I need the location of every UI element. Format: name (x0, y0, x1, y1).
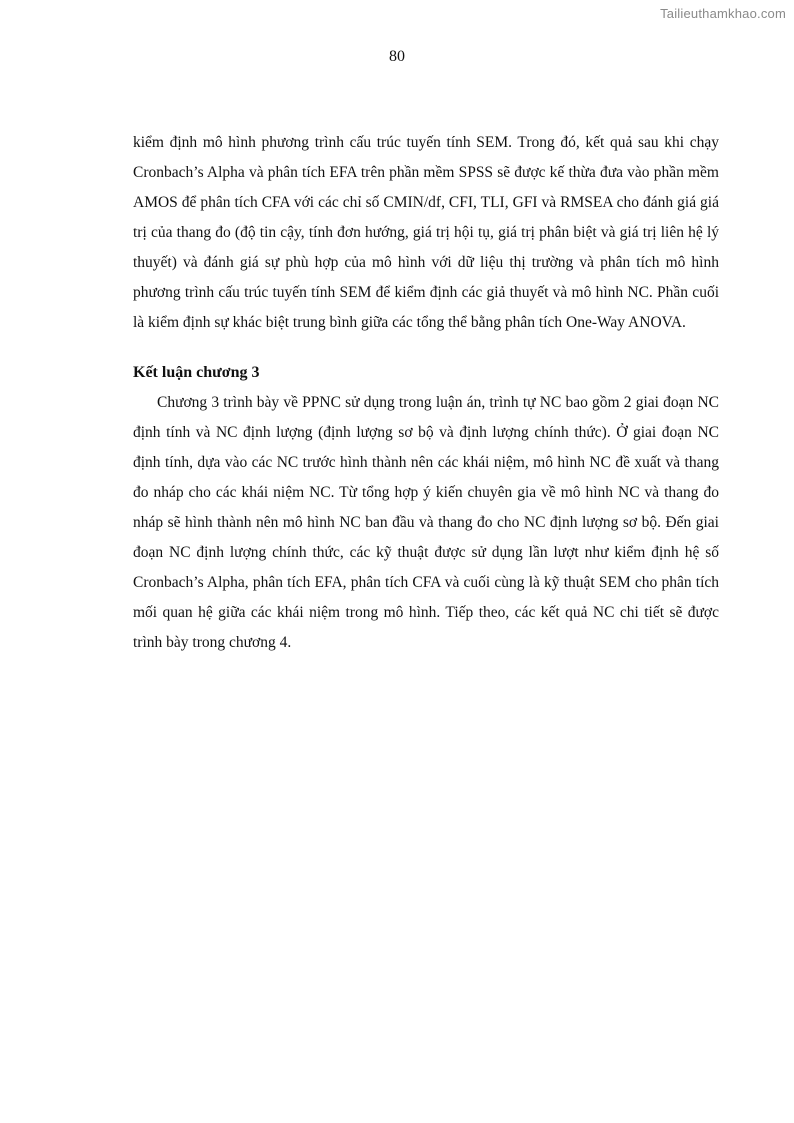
document-body (133, 128, 719, 658)
watermark-text: Tailieuthamkhao.com (660, 6, 786, 21)
page-number: 80 (389, 48, 405, 65)
body-paragraph-continuation: kiểm định mô hình phương trình cấu trúc tuyến tính SEM. Trong đó, kết quả sau khi chạy Cronbach’s Alpha và phân tích EFA trên phần mềm SPSS sẽ được kế thừa đưa vào phần mềm AMOS để phân tích CFA với các chỉ số CMIN/df, CFI, TLI, GFI và RMSEA cho đánh giá giá trị của thang đo (độ tin cậy, tính đơn hướng, giá trị hội tụ, giá trị phân biệt và giá trị liên hệ lý thuyết) và đánh giá sự phù hợp của mô hình với dữ liệu thị trường và phân tích mô hình phương trình cấu trúc tuyến tính SEM để kiểm định các giả thuyết và mô hình NC. Phần cuối là kiểm định sự khác biệt trung bình giữa các tổng thể bằng phân tích One-Way ANOVA. (133, 134, 719, 331)
section-heading: Kết luận chương 3 (133, 364, 260, 381)
chapter-conclusion-paragraph: Chương 3 trình bày về PPNC sử dụng trong luận án, trình tự NC bao gồm 2 giai đoạn NC định tính và NC định lượng (định lượng sơ bộ và định lượng chính thức). Ở giai đoạn NC định tính, dựa vào các NC trước hình thành nên các khái niệm, mô hình NC đề xuất và thang đo nháp cho các khái niệm NC. Từ tổng hợp ý kiến chuyên gia về mô hình NC và thang đo nháp sẽ hình thành nên mô hình NC ban đầu và thang đo cho NC định lượng sơ bộ. Đến giai đoạn NC định lượng chính thức, các kỹ thuật được sử dụng lần lượt như kiểm định hệ số Cronbach’s Alpha, phân tích EFA, phân tích CFA và cuối cùng là kỹ thuật SEM cho phân tích mối quan hệ giữa các khái niệm trong mô hình. Tiếp theo, các kết quả NC chi tiết sẽ được trình bày trong chương 4. (133, 394, 719, 651)
